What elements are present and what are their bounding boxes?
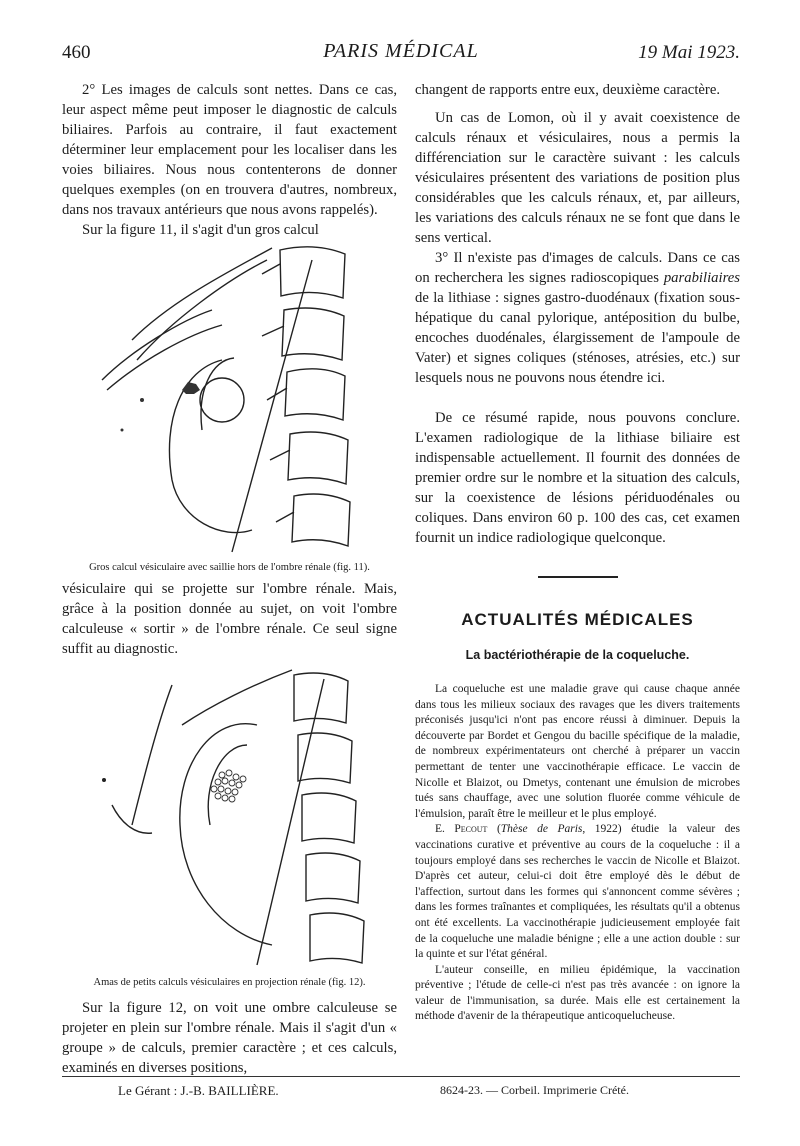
stone-cluster: [211, 770, 246, 802]
paragraph-pas-images: 3° Il n'existe pas d'images de calculs. Dans ce cas on recherchera les signes radioscopiques parabiliaires de la lithiase : signes gastro-duodénaux (fixation sous-hépatique du canal pylorique, antéposition du bulbe, encoches duodénales, élargissement de l'ampoule de Vater) et signes coliques (sténoses, atrésies, etc.) sur lesquels nous ne pouvons nous étendre ici.: [415, 250, 740, 386]
figure-11: [62, 240, 397, 573]
journal-title: PARIS MÉDICAL: [323, 40, 479, 62]
figure-12-caption: Amas de petits calculs vésiculaires en projection rénale (fig. 12).: [93, 977, 366, 988]
article-paragraph-3: L'auteur conseille, en milieu épidémique, la vaccination préventive ; l'étude de celle-ci n'est pas très avancée : on ignore la valeur de l'immunisation, sa durée. Mais elle est certainement la méthode d'avenir de la thérapeutique anticoquelucheuse.: [415, 963, 740, 1023]
article-title: La bactériothérapie de la coqueluche.: [465, 648, 690, 662]
right-column: [415, 80, 740, 1025]
article-paragraph-2: E. Pecout (Thèse de Paris, 1922) étudie la valeur des vaccinations curative et préventive au cours de la coqueluche : il a toujours employé dans ses recherches le vaccin de Nicolle et Blaizot. D'après cet auteur, celui-ci doit être employé dès le début de l'affection, surtout dans les formes qui s'annoncent comme sévères ; dans les formes traînantes et compliquées, les résultats qu'il a obtenus ont été excellents. La vaccinothérapie judicieusement employée fait de la coqueluche une maladie bénigne ; elle a une action double : sur la quinte et sur l'état général.: [415, 823, 740, 961]
figure-11-caption: Gros calcul vésiculaire avec saillie hors de l'ombre rénale (fig. 11).: [89, 562, 370, 573]
paragraph-cas-lomon: Un cas de Lomon, où il y avait coexistence de calculs rénaux et vésiculaires, nous a permis la différenciation sur le caractère suivant : les calculs vésiculaires présentent des variations de position plus considérables que les calculs rénaux, et, par ailleurs, les variations des calculs rénaux ne se font que dans le sens vertical.: [415, 110, 740, 246]
footer-divider: [62, 1076, 740, 1077]
footer-printer: 8624-23. — Corbeil. Imprimerie Crété.: [440, 1083, 629, 1097]
paragraph-conclusion: De ce résumé rapide, nous pouvons conclure. L'examen radiologique de la lithiase biliaire est indispensable actuellement. Il fournit des données de premier ordre sur le nombre et la situation des calculs, sur la coexistence de lésions périduodénales ou coliques. Dans environ 60 p. 100 des cas, cet examen fournit un indice radiologique quelconque.: [415, 410, 740, 546]
article-paragraph-1: La coqueluche est une maladie grave qui cause chaque année dans tous les milieux sociaux des ravages que les divers traitements préconisés jusqu'ici n'ont pas encore réussi à diminuer. Depuis la découverte par Bordet et Gengou du bacille spécifique de la maladie, de nombreux expérimentateurs ont cherché à préparer un vaccin permettant de tenter une vaccinothérapie efficace. Le vaccin de Nicolle et Blaizot, ou Dmetys, contenant une émulsion de microbes tués sans chauffage, avec une solution fluorée comme véhicule de l'émulsion, paraît être le meilleur et le plus employé.: [415, 683, 740, 820]
paragraph-deuxieme-caractere: changent de rapports entre eux, deuxième caractère.: [415, 82, 721, 98]
page-number: 460: [62, 42, 91, 63]
section-heading: ACTUALITÉS MÉDICALES: [461, 610, 694, 629]
figure-11-drawing: [62, 240, 397, 558]
left-column: [62, 80, 397, 1078]
issue-date: 19 Mai 1923.: [638, 42, 740, 63]
figure-12-drawing: [62, 665, 397, 973]
paragraph-images-nettes: 2° Les images de calculs sont nettes. Dans ce cas, leur aspect même peut imposer le diagnostic de calculs biliaires. Parfois au contraire, il faut exactement déterminer leur emplacement pour les localiser dans les voies biliaires. Nous nous contenterons de donner quelques exemples (on en trouvera d'autres, nombreux, dans nos travaux antérieurs que nous avons rappelés).: [62, 82, 397, 218]
paragraph-figure-12-description: Sur la figure 12, on voit une ombre calculeuse se projeter en plein sur l'ombre rénale. Mais il s'agit d'un « groupe » de calculs, premier caractère ; et ces calculs, examinés en diverses positions,: [62, 1000, 397, 1076]
footer-manager: Le Gérant : J.-B. BAILLIÈRE.: [118, 1083, 279, 1098]
paragraph-figure-11-intro: Sur la figure 11, il s'agit d'un gros calcul: [82, 222, 319, 238]
page-header: [62, 40, 740, 74]
figure-12: [62, 665, 397, 988]
section-divider: [538, 576, 618, 578]
paragraph-figure-11-description: vésiculaire qui se projette sur l'ombre rénale. Mais, grâce à la position donnée au sujet, on voit l'ombre calculeuse « sortir » de l'ombre rénale. Ce seul signe suffit au diagnostic.: [62, 581, 397, 657]
